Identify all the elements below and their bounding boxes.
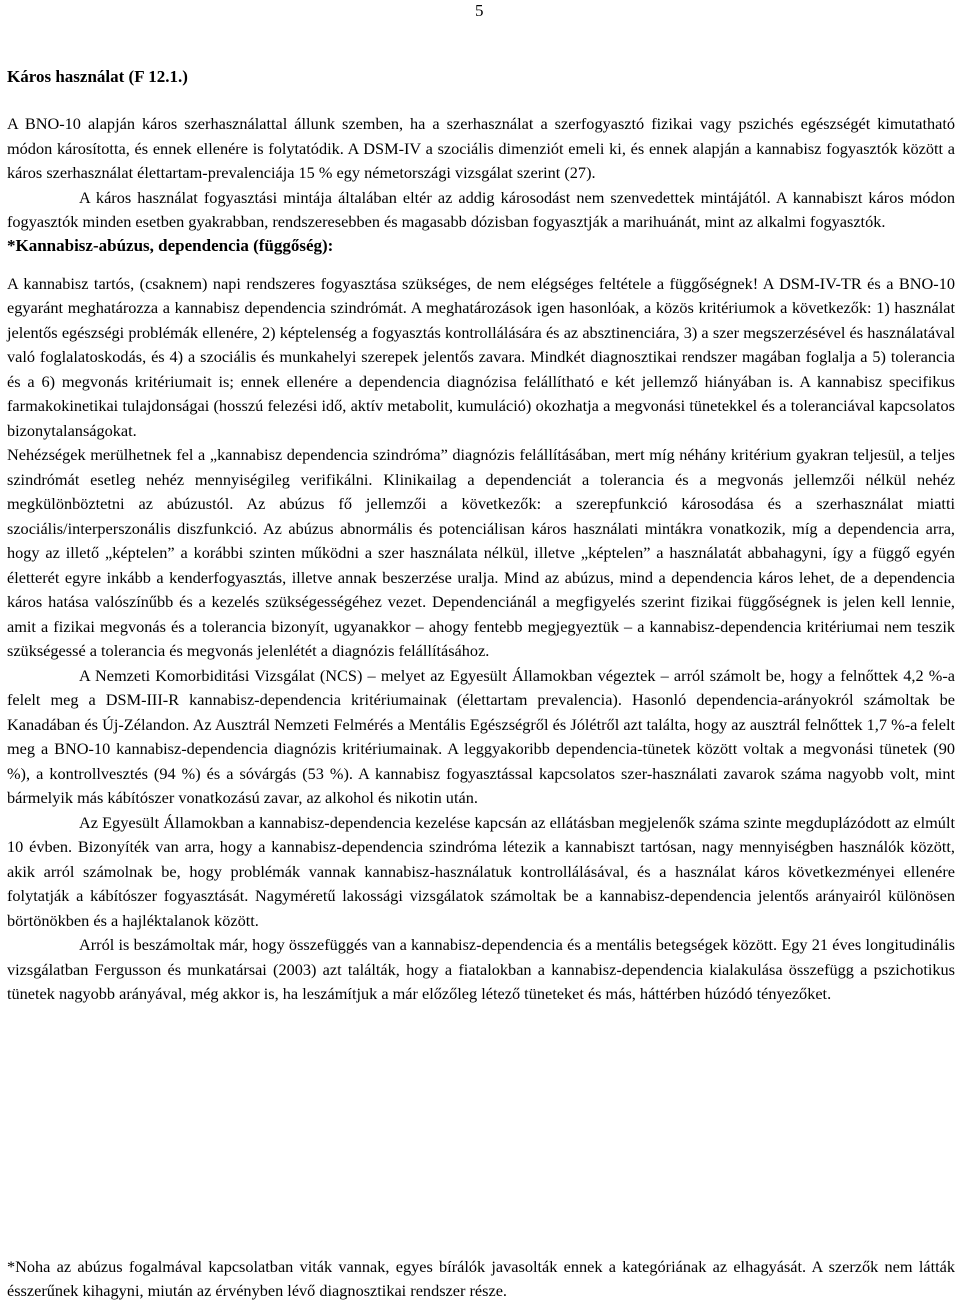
paragraph-diagnostic-difficulties: Nehézségek merülhetnek fel a „kannabisz dependencia szindróma” diagnózis felállításában, mert míg néhány kritérium gyakran teljesül, a teljes szindrómát esetleg nehéz mennyiségileg verifikálni. Klinikailag a dependenciát a tolerancia és a megvonás jellemzői nélkül nehéz megkülönböztetni az abúzustól. Az abúzus fő jellemzői a következők: a szerepfunkció károsodása és a szerhasználat miatti szociális/interperszonális diszfunkció. Az abúzus abnormális és potenciálisan káros használati mintákra vonatkozik, míg a dependencia arra, hogy az illető „képtelen” a korábbi szinten működni a szer használata nélkül, illetve „képtelen” a használatát abbahagyni, így a függő egyén életterét egyre inkább a kenderfogyasztás, illetve annak beszerzése uralja. Mind az abúzus, mind a dependencia káros lehet, de a dependencia káros hatása valószínűbb és a kezelés szükségességéhez vezet. Dependenciánál a megfigyelés szerint fizikai függőségnek is jelen kell lennie, amit a fizikai megvonás és a tolerancia bizonyít, ugyanakkor – ahogy fentebb megjegyeztük – a kannabisz-dependencia kritériumai nem teszik szükségessé a tolerancia és megvonás jelenlétét a diagnózis felállításához. xyxy=(7,445,955,660)
footnote-text: *Noha az abúzus fogalmával kapcsolatban viták vannak, egyes bírálók javasolták ennek a kategóriának az elhagyását. A szerzők nem látták ésszerűnek kihagyni, miután az érvényben lévő diagnosztikai rendszer része. xyxy=(7,1257,955,1300)
paragraph-mental-illness: Arról is beszámoltak már, hogy összefüggés van a kannabisz-dependencia és a mentális betegségek között. Egy 21 éves longitudinális vizsgálatban Fergusson és munkatársai (2003) azt találták, hogy a fiatalokban a kannabisz-dependencia kialakulása összefügg a pszichotikus tünetek nagyobb arányával, még akkor is, ha leszámítjuk a már előzőleg létező tüneteket és más, háttérben húzódó tényezőket. xyxy=(7,935,955,1003)
paragraph-harmful-use-definition: A BNO-10 alapján káros szerhasználattal állunk szemben, ha a szerhasználat a szerfogyasztó fizikai vagy pszichés egészségét kimutatható módon károsította, és ennek ellenére is folytatódik. A DSM-IV a szociális dimenziót emeli ki, és ennek alapján a kannabisz fogyasztók között a káros szerhasználat élettartam-prevalenciája 15 % egy németországi vizsgálat szerint (27). xyxy=(7,114,955,182)
footnote xyxy=(7,1255,955,1303)
paragraph-us-treatment: Az Egyesült Államokban a kannabisz-dependencia kezelése kapcsán az ellátásban megjelenők száma szinte megduplázódott az elmúlt 10 évben. Bizonyíték van arra, hogy a kannabisz-dependencia szindróma létezik a kannabiszt tartósan, nagy mennyiségben használók között, akik arról számolnak be, hogy problémák vannak kannabisz-használatuk kontrollálásával, és a használat káros következményei ellenére folytatják a kábítószer fogyasztását. Nagyméretű lakossági vizsgálatok számoltak be a kannabisz-dependencia jelentős arányairól különösen börtönökben és a hajléktalanok között. xyxy=(7,812,955,930)
paragraph-harmful-use-pattern: A káros használat fogyasztási mintája általában eltér az addig károsodást nem szenvedettek mintájától. A kannabiszt káros módon fogyasztók minden esetben gyakrabban, rendszeresebben és magasabb dózisban fogyasztják a marihuánát, mint az alkalmi fogyasztók. xyxy=(7,187,955,231)
document-body xyxy=(7,66,955,1007)
section-heading-harmful-use: Káros használat (F 12.1.) xyxy=(7,67,188,86)
paragraph-dependence-criteria: A kannabisz tartós, (csaknem) napi rendszeres fogyasztása szükséges, de nem elégséges feltétele a függőségnek! A DSM-IV-TR és a BNO-10 egyaránt meghatározza a kannabisz dependencia szindrómát. A meghatározások igen hasonlóak, a közös kritériumok a következők: 1) használat jelentős egészségi problémák ellenére, 2) képtelenség a fogyasztás kontrollálására és az absztinenciára, 3) a szer megszerzésével és használatával való foglalatoskodás, és 4) a szociális és munkahelyi szerepek jelentős zavara. Mindkét diagnosztikai rendszer magában foglalja a 5) tolerancia és a 6) megvonás kritériumait is; ennek ellenére a dependencia diagnózisa felállítható e két jellemző hiányában is. A kannabisz specifikus farmakokinetikai tulajdonságai (hosszú felezési idő, aktív metabolit, kumuláció) okozhatja a megvonási tünetekkel és a toleranciával kapcsolatos bizonytalanságokat. xyxy=(7,273,955,440)
paragraph-ncs-survey: A Nemzeti Komorbiditási Vizsgálat (NCS) – melyet az Egyesült Államokban végeztek – arról számolt be, hogy a felnőttek 4,2 %-a felelt meg a DSM-III-R kannabisz-dependencia kritériumainak (élettartam prevalencia). Hasonló dependencia-arányokról számoltak be Kanadában és Új-Zélandon. Az Ausztrál Nemzeti Felmérés a Mentális Egészségről és Jólétről azt találta, hogy az ausztrál felnőttek 1,7 %-a felelt meg a BNO-10 kannabisz-dependencia diagnózis kritériumainak. A leggyakoribb dependencia-tünetek között voltak a megvonási tünetek (90 %), a kontrollvesztés (94 %) és a sóvárgás (53 %). A kannabisz fogyasztással kapcsolatos szer-használati zavarok száma nagyobb volt, mint bármelyik más kábítószer vonatkozású zavar, az alkohol és nikotin után. xyxy=(7,665,955,807)
section-heading-abuse-dependence: *Kannabisz-abúzus, dependencia (függőség): xyxy=(7,235,334,255)
page-number: 5 xyxy=(475,1,484,20)
